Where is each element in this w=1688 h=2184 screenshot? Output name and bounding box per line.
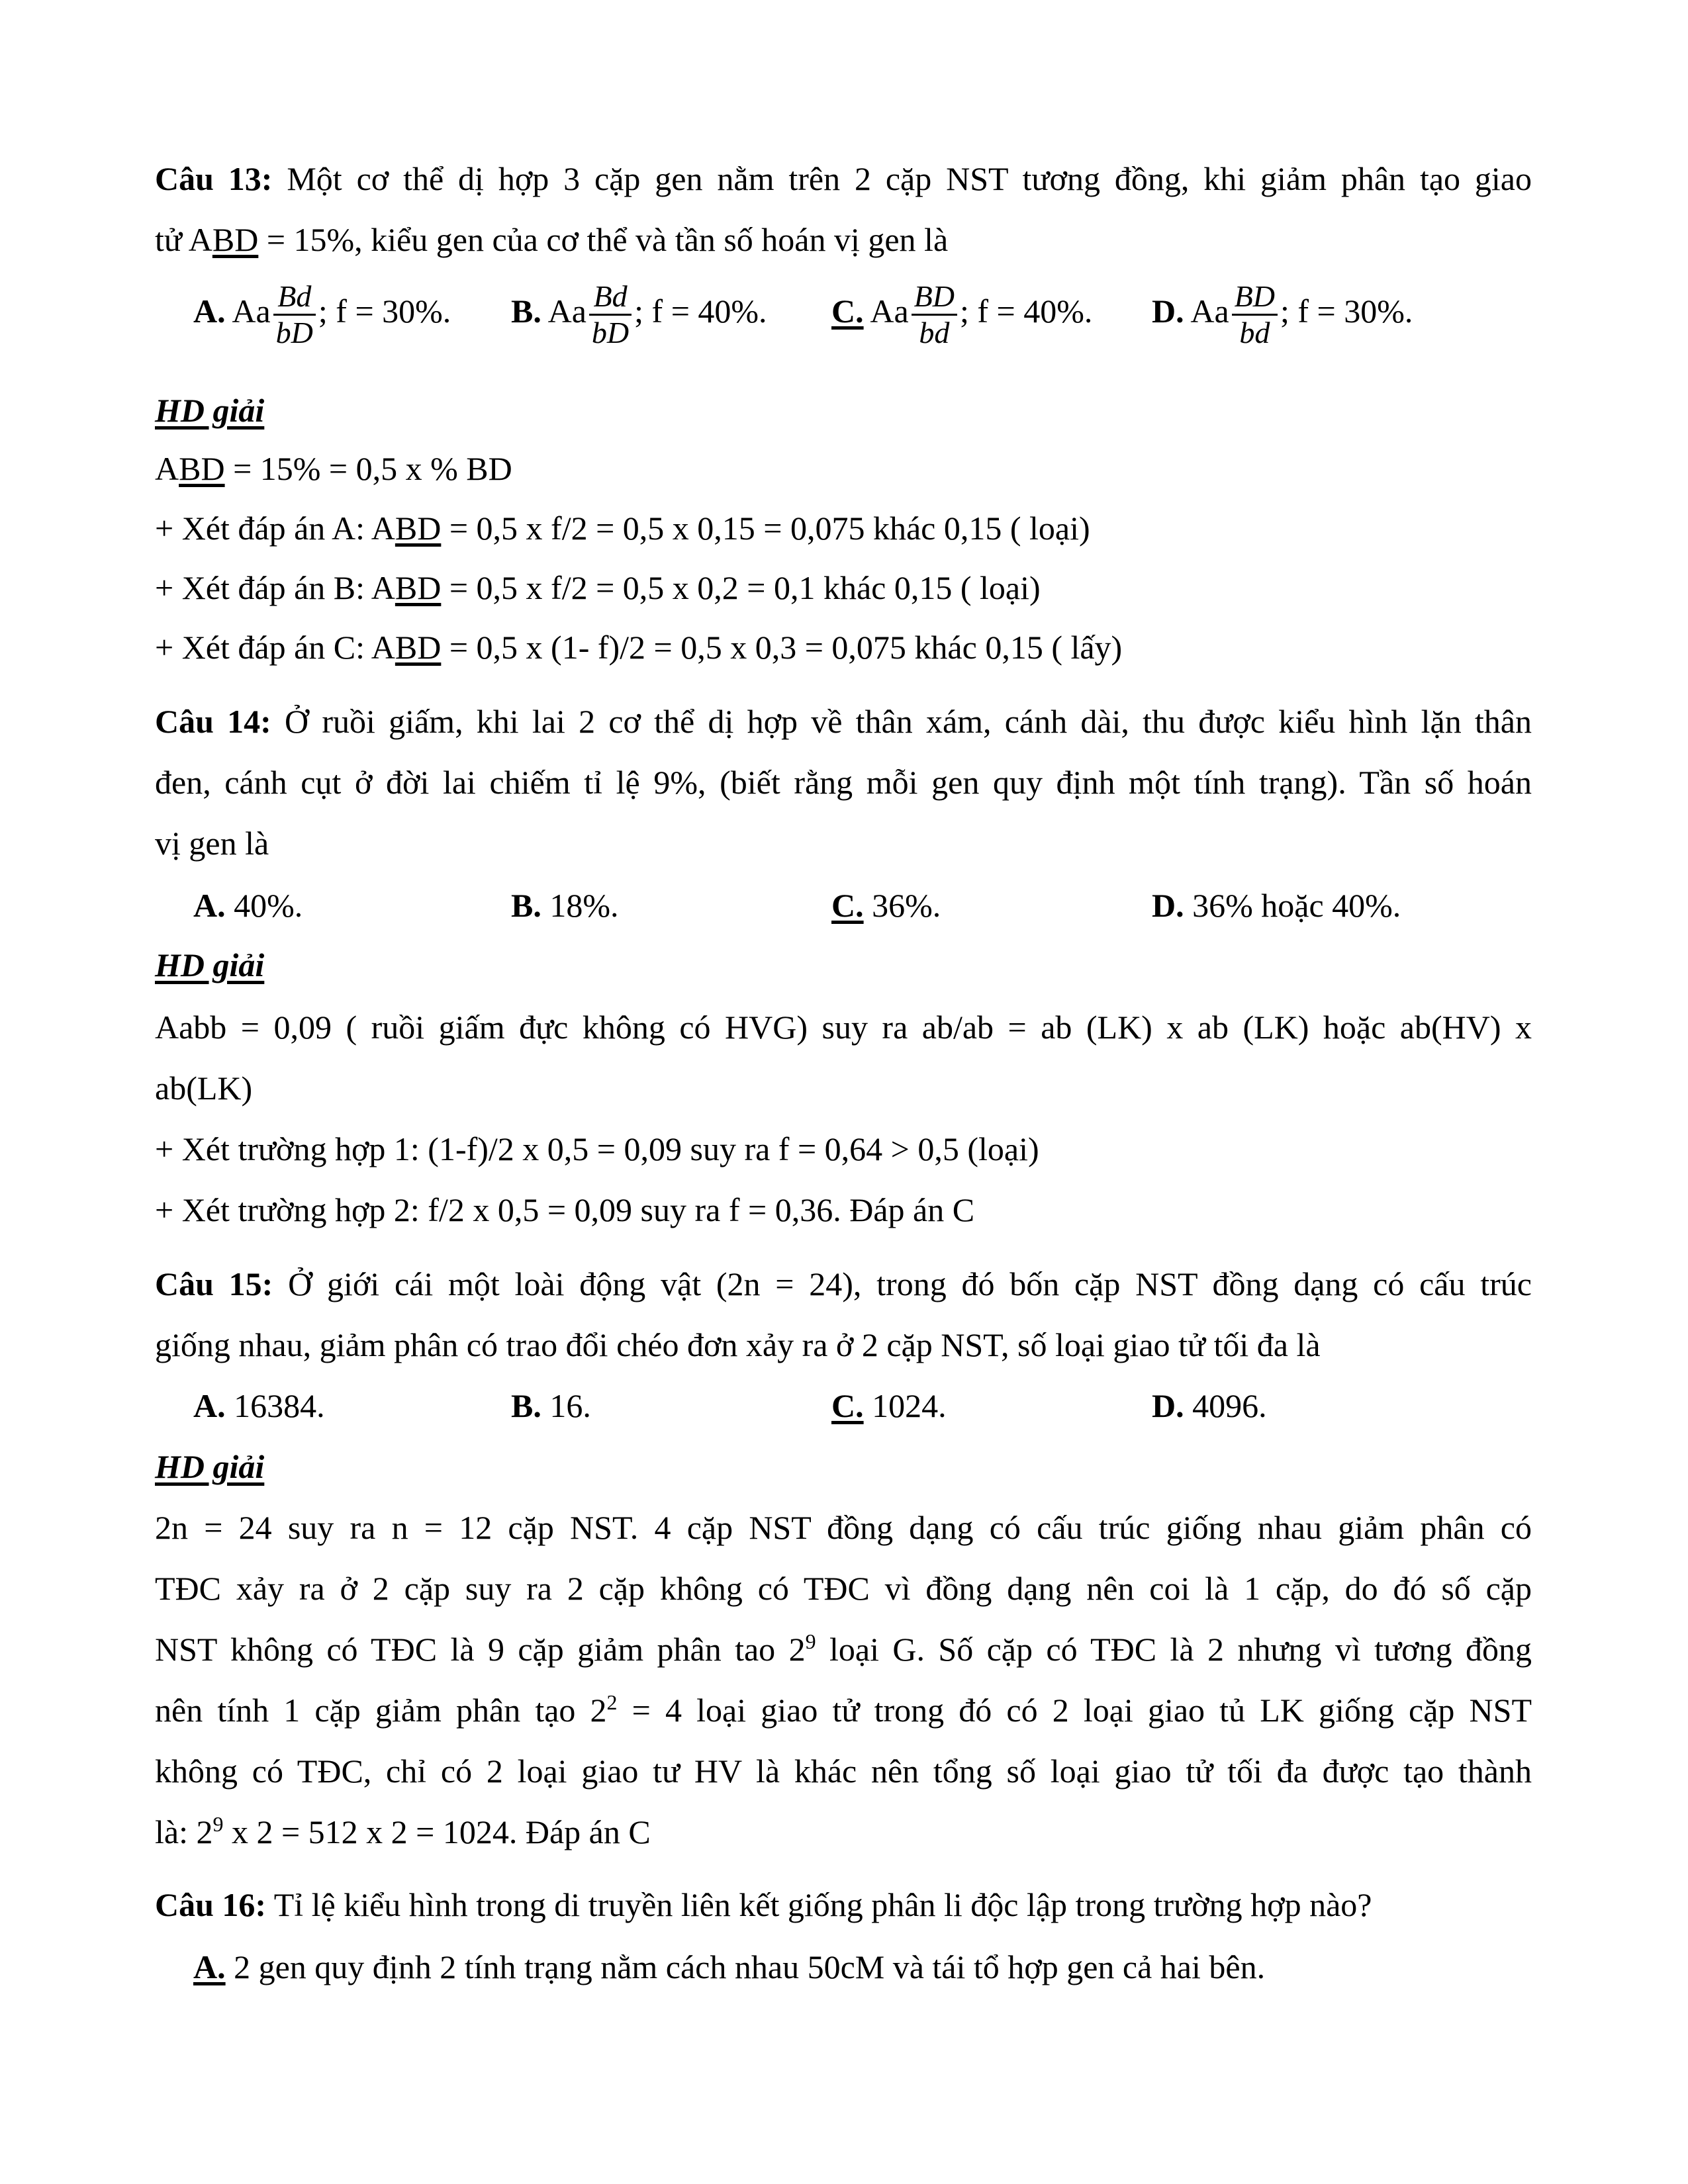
q14-solution-line-2 [155, 1067, 1532, 1109]
sol-underlined: BD [179, 450, 225, 487]
sol-pre: A [155, 450, 179, 487]
q14-hd-heading [155, 944, 1532, 986]
option-text: 36%. [872, 887, 941, 924]
exponent: 9 [805, 1629, 816, 1653]
q14-option-b [511, 884, 619, 927]
fraction-denominator: bD [591, 316, 630, 349]
fraction-denominator: bd [919, 316, 950, 349]
q15-option-b [511, 1385, 591, 1427]
option-post: ; f = 30%. [1280, 292, 1413, 330]
option-letter: B. [511, 887, 541, 924]
q14-solution-line-3 [155, 1128, 1532, 1170]
q15-stem-line-2 [155, 1324, 1532, 1366]
sol-underlined: BD [395, 629, 442, 666]
q14-option-d [1152, 884, 1401, 927]
option-pre: Aa [1190, 292, 1229, 330]
q15-stem-1: Ở giới cái một loài động vật (2n = 24), trong đó bốn cặp NST đồng dạng có cấu trúc [288, 1265, 1532, 1302]
q13-solution-line [155, 447, 1532, 490]
q15-solution-line-3 [155, 1628, 1532, 1670]
q14-stem-line-3 [155, 822, 1532, 864]
q13-label: Câu 13: [155, 160, 273, 197]
q15-sol-6a: là: 2 [155, 1813, 213, 1850]
q14-stem-line-1 [155, 700, 1532, 743]
q13-option-a [193, 279, 451, 350]
option-text: 40%. [234, 887, 303, 924]
q15-solution-line-6 [155, 1811, 1532, 1853]
q15-hd-heading [155, 1445, 1532, 1488]
option-letter: C. [831, 1387, 864, 1424]
q15-sol-1: 2n = 24 suy ra n = 12 cặp NST. 4 cặp NST đồng dạng có cấu trúc giống nhau giảm phân có [155, 1509, 1532, 1546]
option-post: ; f = 40%. [634, 292, 767, 330]
q14-option-a [193, 884, 303, 927]
q13-stem-2c: = 15%, kiểu gen của cơ thể và tần số hoán vị gen là [258, 221, 949, 258]
option-letter: B. [511, 292, 541, 330]
q14-label: Câu 14: [155, 703, 271, 740]
q15-sol-4a: nên tính 1 cặp giảm phân tạo 2 [155, 1692, 607, 1729]
q15-solution-line-5 [155, 1750, 1532, 1792]
q13-hd-heading [155, 389, 1532, 432]
q15-solution-line-4 [155, 1689, 1532, 1731]
q13-stem-1: Một cơ thể dị hợp 3 cặp gen nằm trên 2 cặp NST tương đồng, khi giảm phân tạo giao [287, 160, 1532, 197]
q15-sol-3a: NST không có TĐC là 9 cặp giảm phân tao 2 [155, 1631, 806, 1668]
option-letter: A. [193, 292, 226, 330]
genotype-fraction [1232, 279, 1278, 350]
q14-stem-2: đen, cánh cụt ở đời lai chiếm tỉ lệ 9%, (biết rằng mỗi gen quy định một tính trạng). Tần số hoán [155, 764, 1532, 801]
sol-underlined: BD [395, 569, 442, 606]
option-post: ; f = 40%. [960, 292, 1093, 330]
q16-option-a [193, 1946, 1265, 1988]
fraction-numerator: Bd [589, 279, 632, 316]
option-letter: A. [193, 1948, 226, 1985]
fraction-numerator: Bd [273, 279, 316, 316]
option-letter: D. [1152, 1387, 1184, 1424]
q14-solution-line-1 [155, 1006, 1532, 1048]
q13-stem-line-1 [155, 158, 1532, 200]
q13-solution-line [155, 567, 1532, 609]
sol-pre: + Xét đáp án A: A [155, 510, 395, 547]
q14-sol-4: + Xét trường hợp 2: f/2 x 0,5 = 0,09 suy ra f = 0,36. Đáp án C [155, 1191, 975, 1228]
q15-sol-4b: = 4 loại giao tử trong đó có 2 loại giao tủ LK giống cặp NST [617, 1692, 1532, 1729]
sol-post: = 0,5 x f/2 = 0,5 x 0,15 = 0,075 khác 0,15 ( loại) [441, 510, 1090, 547]
q16-stem-line [155, 1884, 1532, 1926]
q14-stem-line-2 [155, 761, 1532, 803]
q14-option-c [831, 884, 941, 927]
q13-stem-line-2 [155, 218, 1532, 261]
q14-solution-line-4 [155, 1189, 1532, 1231]
q15-option-c [831, 1385, 947, 1427]
fraction-numerator: BD [912, 279, 957, 316]
option-letter: A. [193, 887, 226, 924]
option-text: 36% hoặc 40%. [1192, 887, 1401, 924]
q14-stem-3: vị gen là [155, 825, 269, 862]
q16-label: Câu 16: [155, 1886, 267, 1923]
q15-sol-6b: x 2 = 512 x 2 = 1024. Đáp án C [223, 1813, 651, 1850]
option-letter: D. [1152, 292, 1184, 330]
hd-label: HD giải [155, 392, 265, 429]
sol-pre: + Xét đáp án B: A [155, 569, 395, 606]
fraction-denominator: bD [275, 316, 313, 349]
option-letter: C. [831, 292, 864, 330]
exponent: 2 [606, 1690, 618, 1714]
sol-pre: + Xét đáp án C: A [155, 629, 395, 666]
genotype-fraction [589, 279, 632, 350]
sol-post: = 15% = 0,5 x % BD [224, 450, 512, 487]
option-text: 16. [549, 1387, 591, 1424]
hd-label: HD giải [155, 946, 265, 983]
option-letter: A. [193, 1387, 226, 1424]
q13-option-b [511, 279, 767, 350]
sol-post: = 0,5 x (1- f)/2 = 0,5 x 0,3 = 0,075 khác 0,15 ( lấy) [441, 629, 1123, 666]
q13-stem-2b: BD [212, 221, 259, 258]
q13-option-c [831, 279, 1092, 350]
q15-label: Câu 15: [155, 1265, 273, 1302]
option-text: 18%. [549, 887, 619, 924]
option-letter: B. [511, 1387, 541, 1424]
option-post: ; f = 30%. [318, 292, 451, 330]
q15-option-d [1152, 1385, 1267, 1427]
q15-solution-line-1 [155, 1506, 1532, 1549]
fraction-numerator: BD [1232, 279, 1278, 316]
option-letter: C. [831, 887, 864, 924]
option-text: 16384. [234, 1387, 325, 1424]
q15-sol-5: không có TĐC, chỉ có 2 loại giao tư HV là khác nên tổng số loại giao tử tối đa được tạo thành [155, 1752, 1532, 1790]
q14-stem-1: Ở ruồi giấm, khi lai 2 cơ thể dị hợp về thân xám, cánh dài, thu được kiểu hình lặn thân [285, 703, 1532, 740]
q14-sol-1: Aabb = 0,09 ( ruồi giấm đực không có HVG) suy ra ab/ab = ab (LK) x ab (LK) hoặc ab(HV) x [155, 1009, 1532, 1046]
genotype-fraction [912, 279, 957, 350]
option-pre: Aa [870, 292, 909, 330]
sol-post: = 0,5 x f/2 = 0,5 x 0,2 = 0,1 khác 0,15 ( loại) [441, 569, 1041, 606]
genotype-fraction [273, 279, 316, 350]
q16-stem: Tỉ lệ kiểu hình trong di truyền liên kết giống phân li độc lập trong trường hợp nào? [273, 1886, 1372, 1923]
option-letter: D. [1152, 887, 1184, 924]
q14-sol-3: + Xét trường hợp 1: (1-f)/2 x 0,5 = 0,09 suy ra f = 0,64 > 0,5 (loại) [155, 1130, 1039, 1167]
fraction-denominator: bd [1239, 316, 1270, 349]
q13-solution-line [155, 626, 1532, 668]
option-pre: Aa [232, 292, 271, 330]
option-pre: Aa [547, 292, 586, 330]
q15-sol-2: TĐC xảy ra ở 2 cặp suy ra 2 cặp không có TĐC vì đồng dạng nên coi là 1 cặp, do đó số cặp [155, 1570, 1532, 1607]
q13-stem-2a: tử A [155, 221, 212, 258]
q15-sol-3b: loại G. Số cặp có TĐC là 2 nhưng vì tương đồng [816, 1631, 1532, 1668]
option-text: 4096. [1192, 1387, 1267, 1424]
exponent: 9 [212, 1812, 224, 1836]
q14-sol-2: ab(LK) [155, 1069, 253, 1107]
q15-stem-line-1 [155, 1263, 1532, 1305]
q13-solution-line [155, 507, 1532, 549]
q13-option-d [1152, 279, 1413, 350]
q15-option-a [193, 1385, 325, 1427]
q15-solution-line-2 [155, 1567, 1532, 1610]
hd-label: HD giải [155, 1448, 265, 1485]
option-text: 1024. [872, 1387, 947, 1424]
q15-stem-2: giống nhau, giảm phân có trao đổi chéo đơn xảy ra ở 2 cặp NST, số loại giao tử tối đa là [155, 1326, 1321, 1363]
option-text: 2 gen quy định 2 tính trạng nằm cách nhau 50cM và tái tổ hợp gen cả hai bên. [234, 1948, 1266, 1985]
sol-underlined: BD [395, 510, 442, 547]
